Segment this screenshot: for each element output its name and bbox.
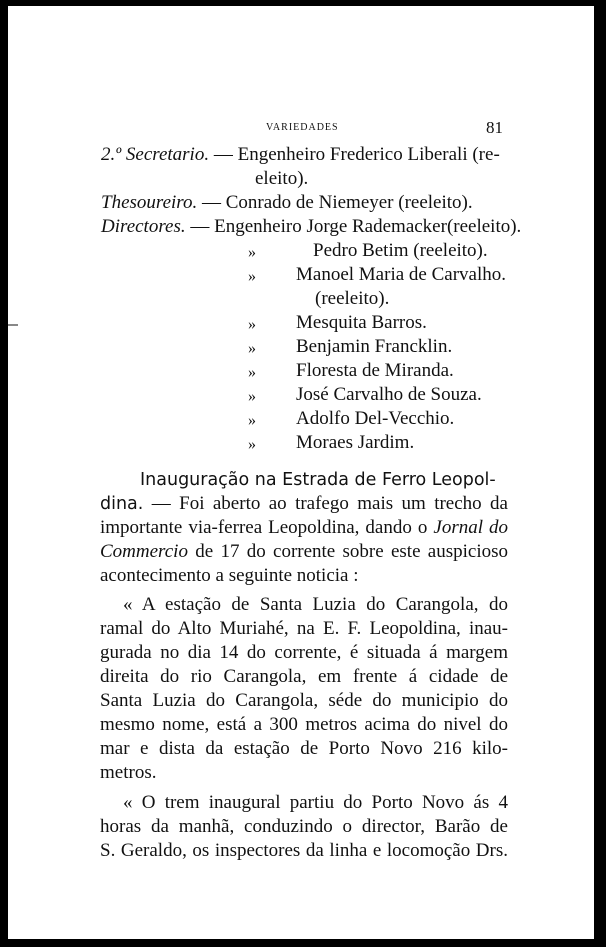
article-line bbox=[100, 493, 508, 515]
paragraph-text: de 17 do corrente sobre este auspicioso bbox=[195, 541, 508, 562]
newspaper-title: Commercio bbox=[100, 541, 188, 562]
paragraph-text: importante via-ferrea Leopoldina, dando o bbox=[100, 517, 428, 538]
director-member: Moraes Jardim. bbox=[296, 432, 415, 453]
directores-line bbox=[101, 216, 521, 238]
secretario-text: — Engenheiro Frederico Liberali (re- bbox=[213, 144, 500, 165]
paragraph-text: acontecimento a seguinte noticia : bbox=[100, 565, 359, 586]
directores-text: — Engenheiro Jorge Rademacker(reeleito). bbox=[190, 216, 522, 237]
director-member: José Carvalho de Souza. bbox=[296, 384, 482, 405]
ditto-mark: » bbox=[248, 244, 256, 261]
thesoureiro-line bbox=[101, 192, 473, 214]
ditto-mark: » bbox=[248, 388, 256, 405]
thesoureiro-label: Thesoureiro. bbox=[101, 192, 198, 213]
paragraph-text: S. Geraldo, os inspectores da linha e locomoção Drs. bbox=[100, 840, 508, 861]
margin-mark bbox=[8, 324, 18, 326]
paragraph-text: « O trem inaugural partiu do Porto Novo ás 4 bbox=[123, 792, 508, 813]
director-member: Pedro Betim (reeleito). bbox=[313, 240, 488, 261]
ditto-mark: » bbox=[248, 412, 256, 429]
paragraph-text: Santa Luzia do Carangola, séde do municipio do bbox=[100, 690, 508, 711]
article-line bbox=[100, 517, 508, 539]
director-member: Manoel Maria de Carvalho. bbox=[296, 264, 506, 285]
article-heading: Inauguração na Estrada de Ferro Leopol- bbox=[140, 470, 496, 490]
ditto-mark: » bbox=[248, 364, 256, 381]
paragraph-text: ramal do Alto Muriahé, na E. F. Leopoldina, inau- bbox=[100, 618, 508, 639]
ditto-mark: » bbox=[248, 268, 256, 285]
ditto-mark: » bbox=[248, 340, 256, 357]
newspaper-title: Jornal do bbox=[433, 517, 508, 538]
article-line bbox=[100, 541, 508, 563]
paragraph-text: direita do rio Carangola, em frente á cidade de bbox=[100, 666, 508, 687]
paragraph-text: horas da manhã, conduzindo o director, Barão de bbox=[100, 816, 508, 837]
secretario-line bbox=[101, 144, 500, 166]
secretario-cont: eleito). bbox=[255, 168, 309, 189]
book-page bbox=[8, 6, 594, 939]
secretario-label: 2.º Secretario. bbox=[101, 144, 210, 165]
paragraph-text: « A estação de Santa Luzia do Carangola, do bbox=[123, 594, 508, 615]
article-heading-cont: dina. bbox=[100, 494, 144, 514]
running-head: VARIEDADES bbox=[266, 122, 339, 133]
director-member: Benjamin Francklin. bbox=[296, 336, 453, 357]
director-member: Mesquita Barros. bbox=[296, 312, 427, 333]
page-number: 81 bbox=[486, 118, 503, 137]
ditto-mark: » bbox=[248, 316, 256, 333]
director-member-cont: (reeleito). bbox=[315, 288, 390, 309]
paragraph-text: mesmo nome, está a 300 metros acima do nivel do bbox=[100, 714, 508, 735]
thesoureiro-text: — Conrado de Niemeyer (reeleito). bbox=[201, 192, 473, 213]
director-member: Floresta de Miranda. bbox=[296, 360, 454, 381]
paragraph-text: mar e dista da estação de Porto Novo 216 kilo- bbox=[100, 738, 508, 759]
paragraph-text: metros. bbox=[100, 762, 157, 783]
directores-label: Directores. bbox=[101, 216, 186, 237]
paragraph-text: — Foi aberto ao trafego mais um trecho da bbox=[151, 493, 508, 514]
ditto-mark: » bbox=[248, 436, 256, 453]
director-member: Adolfo Del-Vecchio. bbox=[296, 408, 455, 429]
paragraph-text: gurada no dia 14 do corrente, é situada á margem bbox=[100, 642, 508, 663]
